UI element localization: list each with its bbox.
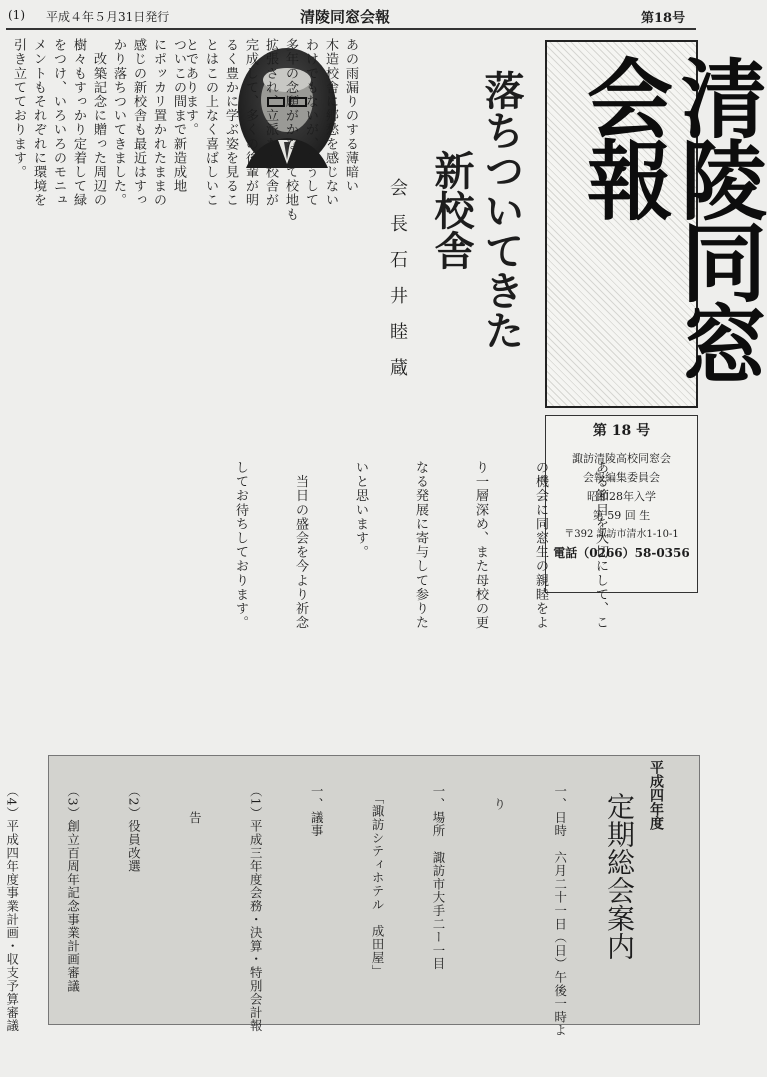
notice-subtitle: 平成四年度 — [648, 760, 664, 830]
publisher-line-4: 第 59 回 生 — [592, 509, 651, 522]
notice-title: 定期総会案内 — [603, 792, 636, 960]
headline-line2: 新校舎 — [428, 150, 475, 270]
article-body-col-b: ついこの間まで新造成地 にポッカリ置かれたままの 感じの新校舎も最近はすっ かり落ちついてきました。 改築記念に贈った周辺の 樹々もすっかり定着して緑 をつけ、いろいろのモニュ メントもそれぞれに環境を 引き立てております。 — [11, 38, 186, 208]
article-lower-text: ある節目を大切にして、こ の機会に同窓生の親睦をよ り一層深め、また母校の更 なる発展に寄与して参りた いと思います。 当日の盛会を今より祈念 してお待ちしております。 — [233, 460, 608, 630]
issue-number: 第18号 — [641, 11, 686, 26]
publisher-line-3: 昭和28年入学 — [587, 490, 656, 503]
headline-byline: 会 長 石 井 睦 蔵 — [387, 178, 408, 376]
publisher-address: 〒392 諏訪市清水1-10-1 — [564, 529, 679, 540]
newsletter-title: 清陵同窓会報 — [300, 8, 391, 26]
notice-body: 一、日時 六月二十一日（日）午後一時よ り 一、場所 諏訪市大手二ー一目 「諏訪シティホテル 成田屋」 一、議事 （1）平成三年度会務・決算・特別会計報 告 （2）役員改選 （3）創立百周年記念事業計画審議 （4）平成四年度事業計画・収支予算審議 — [4, 784, 568, 1038]
article-body-col-a: あの雨漏りのする薄暗い 木造校舎に郷愁を感じない わけでもないが、こうして 多年の念願がかなって校地も 拡張され、立派な新校舎が 完成して、多くの後輩が明 るく豊かに学ぶ姿を見るこ とはこの上なく喜ばしいこ とであります。 — [183, 38, 358, 222]
publisher-line-1: 諏訪清陵高校同窓会 — [572, 452, 671, 465]
headline-line1: 落ちついてきた — [478, 70, 525, 350]
page-header — [0, 0, 702, 30]
page-number: (1) — [8, 8, 25, 22]
issue-box-number: 第 18 号 — [592, 423, 651, 439]
header-rule — [6, 28, 696, 30]
masthead-title: 清陵同窓会報 — [572, 54, 767, 382]
publish-date: 平成４年５月31日発行 — [46, 10, 170, 24]
masthead-box — [545, 40, 767, 408]
publisher-line-2: 会報編集委員会 — [583, 471, 660, 484]
publisher-phone: 電話（0266）58-0356 — [553, 546, 690, 560]
